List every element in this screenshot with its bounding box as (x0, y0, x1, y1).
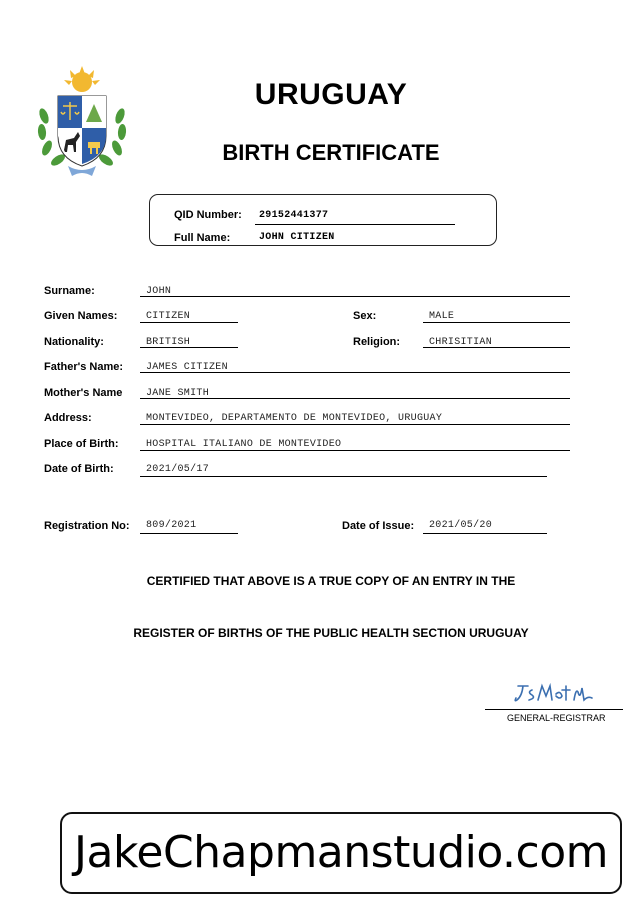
place-of-birth-label: Place of Birth: (44, 438, 119, 450)
given-names-underline (140, 322, 238, 323)
address-label: Address: (44, 412, 92, 424)
given-names-label: Given Names: (44, 310, 118, 322)
date-of-issue-label: Date of Issue: (342, 520, 415, 532)
sex-label: Sex: (353, 310, 377, 322)
certification-line-2: REGISTER OF BIRTHS OF THE PUBLIC HEALTH SECTION URUGUAY (133, 626, 529, 640)
date-of-birth-value: 2021/05/17 (146, 464, 210, 475)
registration-no-value: 809/2021 (146, 520, 197, 531)
mother-underline (140, 398, 570, 399)
surname-value: JOHN (146, 286, 172, 297)
religion-label: Religion: (353, 336, 401, 348)
date-of-birth-underline (140, 476, 547, 477)
watermark-text: JakeChapmanstudio.com (74, 827, 608, 878)
registration-no-label: Registration No: (44, 520, 130, 532)
date-of-issue-underline (423, 533, 547, 534)
registration-no-underline (140, 533, 238, 534)
nationality-underline (140, 347, 238, 348)
surname-underline (140, 296, 570, 297)
father-value: JAMES CITIZEN (146, 362, 228, 373)
fullname-value: JOHN CITIZEN (259, 232, 335, 243)
signature-role: GENERAL-REGISTRAR (507, 713, 606, 723)
fullname-label: Full Name: (174, 232, 231, 244)
surname-label: Surname: (44, 285, 95, 297)
qid-label: QID Number: (174, 209, 242, 221)
address-value: MONTEVIDEO, DEPARTAMENTO DE MONTEVIDEO, URUGUAY (146, 413, 443, 424)
mother-label: Mother's Name (44, 387, 123, 399)
father-underline (140, 372, 570, 373)
nationality-label: Nationality: (44, 336, 104, 348)
signature-icon (512, 680, 596, 706)
sex-value: MALE (429, 311, 455, 322)
religion-value: CHRISITIAN (429, 337, 493, 348)
date-of-issue-value: 2021/05/20 (429, 520, 493, 531)
signature-line (485, 709, 623, 710)
date-of-birth-label: Date of Birth: (44, 463, 114, 475)
qid-value: 29152441377 (259, 210, 329, 221)
country-title: URUGUAY (254, 78, 408, 111)
watermark-banner (60, 812, 622, 894)
qid-underline (255, 224, 455, 225)
nationality-value: BRITISH (146, 337, 191, 348)
father-label: Father's Name: (44, 361, 124, 373)
place-of-birth-value: HOSPITAL ITALIANO DE MONTEVIDEO (146, 439, 342, 450)
mother-value: JANE SMITH (146, 388, 210, 399)
place-of-birth-underline (140, 450, 570, 451)
address-underline (140, 424, 570, 425)
given-names-value: CITIZEN (146, 311, 191, 322)
certification-line-1: CERTIFIED THAT ABOVE IS A TRUE COPY OF AN ENTRY IN THE (146, 574, 516, 588)
religion-underline (423, 347, 570, 348)
document-title: BIRTH CERTIFICATE (222, 140, 440, 165)
sex-underline (423, 322, 570, 323)
